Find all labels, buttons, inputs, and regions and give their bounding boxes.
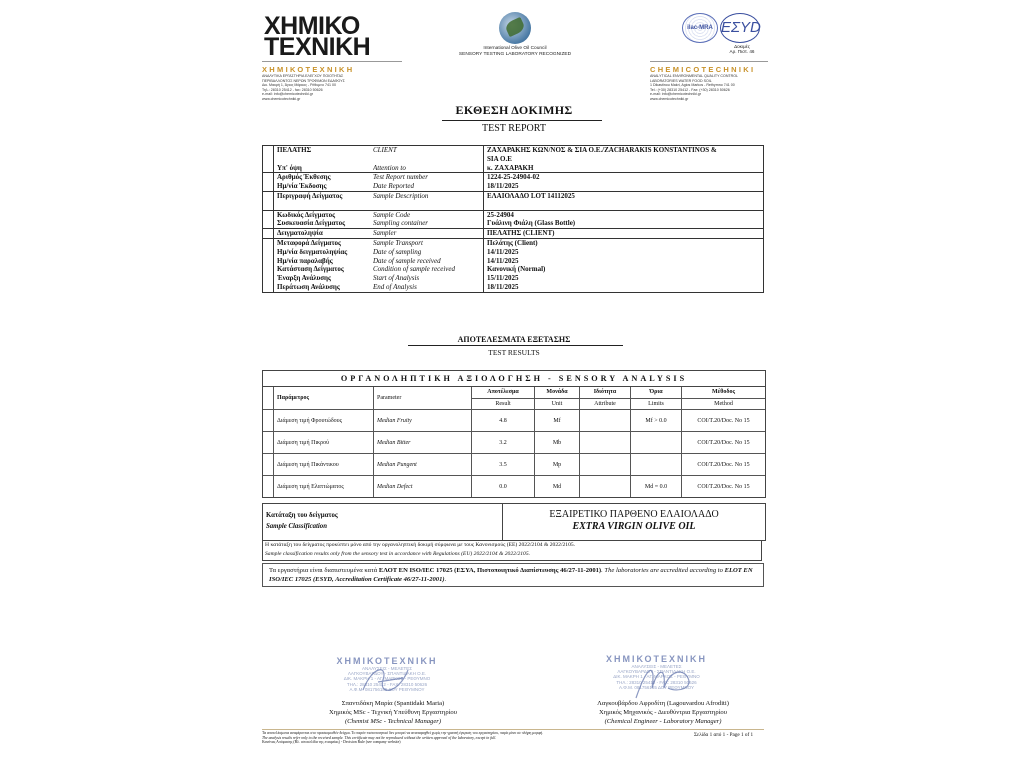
header-attribute: [580, 387, 631, 409]
accreditation-caption-2: Αρ. Πιστ. 46: [729, 49, 755, 55]
info-label-en: Date of sample received: [373, 256, 441, 265]
cell-limits: [631, 454, 682, 475]
page-number: Σελίδα 1 από 1 - Page 1 of 1: [694, 732, 754, 738]
stamp-line-4: Α.Φ.Μ. 081756185 ΔΟΥ ΡΕΘΥΜΝΟΥ: [349, 686, 425, 692]
info-label-gr: Ημ/νία Έκδοσης: [277, 182, 327, 191]
classification-note: [262, 540, 762, 561]
report-title-en: TEST REPORT: [482, 123, 546, 134]
info-label-gr-col: [274, 239, 373, 292]
info-label-en: Condition of sample received: [373, 265, 455, 274]
footer-divider: [262, 729, 764, 730]
sample-info-table: [262, 145, 764, 293]
accreditation-statement: [262, 563, 764, 587]
cell-en: Median Pungent: [374, 454, 472, 475]
brand-en: CHEMICOTECHNIKI: [650, 65, 756, 74]
signer-right: [548, 699, 778, 726]
info-label-gr: Περιγραφή Δείγματος: [277, 191, 343, 200]
title-underline: [442, 120, 602, 121]
cell-limits: Mf > 0.0: [631, 410, 682, 431]
info-value: Κανονική (Normal): [487, 265, 546, 274]
info-label-gr: Κατάσταση Δείγματος: [277, 265, 344, 274]
cell-result: 3.2: [472, 432, 535, 453]
info-label-en-col: [373, 229, 483, 238]
info-value: ΕΛΑΙΟΛΑΔΟ LOT 14112025: [487, 191, 575, 200]
classification-value-en: EXTRA VIRGIN OLIVE OIL: [572, 521, 696, 532]
info-label-gr-col: [274, 211, 373, 229]
info-label-gr: Κωδικός Δείγματος: [277, 210, 336, 219]
cell-unit: Mf: [535, 410, 580, 431]
accr-gr-bold: ΕΛΟΤ ΕΝ ISO/IEC 17025 (ΕΣΥΑ, Πιστοποιητικό Διαπίστευσης 46/27-11-2001): [378, 567, 602, 574]
ioc-line1: International Olive Oil Council: [483, 46, 547, 51]
gutter-cell: [263, 476, 274, 497]
address-en-0: ANALYTICAL ENVIRONMENTAL QUALITY CONTROL: [650, 74, 738, 78]
sensory-row: [263, 476, 765, 497]
stamp-line-r-1: ΛΑΓΚΟΥΒΑΡΔΟΥ - ΣΠΑΝΤΙΔΑΚΗ Ο.Ε.: [617, 669, 696, 675]
info-label-en: Sample Transport: [373, 238, 423, 247]
info-value-col: [483, 229, 763, 238]
header-divider-left: [262, 61, 402, 62]
cell-unit: Md: [535, 476, 580, 497]
footer-line2: The analysis results refer only to the received sample. This certificate may not be reproduced without the written approval of the laboratory, except in full.: [262, 735, 497, 740]
gutter-cell: [263, 454, 274, 475]
header-unit-gr: Μονάδα: [535, 387, 579, 399]
cell-method: COI/T.20/Doc. No 15: [697, 439, 750, 446]
info-group: [263, 211, 763, 230]
classification-note-gr: Η κατάταξη του δείγματος προκύπτει μόνο από την οργανοληπτική δοκιμή σύμφωνα με τους Κανονισμούς (ΕΕ) 2022/2104 & 2022/2105.: [265, 542, 576, 548]
info-label-gr: Μεταφορά Δείγματος: [277, 238, 341, 247]
info-label-en-col: [373, 146, 483, 172]
sensory-table-body: [263, 410, 765, 497]
info-value: 1224-25-24904-02: [487, 173, 540, 182]
info-label-en: Sample Code: [373, 210, 411, 219]
esyd-logo: ΕΣΥD: [720, 13, 760, 43]
address-gr-2: Δικ. Μακρή 1, Άγιος Μάρκος - Ρέθυμνο 741 00: [262, 83, 336, 88]
header-attr-en: Attribute: [594, 400, 616, 407]
results-underline: [408, 345, 623, 346]
cell-gr: Διάμεση τιμή Πικρού: [274, 432, 374, 453]
info-label-gr-col: [274, 146, 373, 172]
cell-method: COI/T.20/Doc. No 15: [697, 417, 750, 424]
stamp-line-r-4: Α.Φ.Μ. 081756185 ΔΟΥ ΡΕΘΥΜΝΟΥ: [618, 684, 695, 690]
classification-value: [503, 504, 765, 540]
address-en-4: e-mail: info@chemicotechniki.gr: [650, 92, 701, 97]
footer-line3: Κανόνας Απόφασης (Βλ. ιστοσελίδα της εταιρείας) - Decision Rule (see company website): [262, 740, 401, 745]
sensory-table-title: ΟΡΓΑΝΟΛΗΠΤΙΚΗ ΑΞΙΟΛΟΓΗΣΗ - SENSORY ANALYSIS: [263, 371, 765, 387]
header-result-gr: Αποτέλεσμα: [472, 387, 534, 399]
info-value: 18/11/2025: [487, 182, 519, 191]
info-label-gr: Ημ/νία παραλαβής: [277, 256, 333, 265]
info-value: 18/11/2025: [487, 282, 519, 291]
info-label-gr: Υπ' όψη: [277, 163, 302, 172]
ioc-logo-block: [430, 12, 600, 57]
stamp-line-r-2: ΔΙΚ. ΜΑΚΡΗ 1 - ΑΓ. ΜΑΡΚΟΣ - ΡΕΘΥΜΝΟ: [613, 674, 700, 680]
chemicotechniki-logo: [264, 12, 384, 61]
info-value: 14/11/2025: [487, 256, 519, 265]
accreditation-caption-1: Δοκιμές: [734, 44, 750, 49]
address-gr-3: Τηλ.: 28310 25412 - fax: 28310 50626: [262, 87, 323, 92]
cell-en: Median Defect: [374, 476, 472, 497]
gutter-cell: [263, 192, 274, 210]
sensory-row: [263, 410, 765, 432]
ioc-line2: SENSORY TESTING LABORATORY RECOGNIZED: [458, 51, 572, 57]
info-label-en-col: [373, 192, 483, 210]
logo-line1: ΧΗΜΙΚΟ: [264, 12, 360, 40]
info-value: 15/11/2025: [487, 274, 519, 283]
cell-result: 3.5: [472, 454, 535, 475]
info-label-gr-col: [274, 229, 373, 238]
info-label-gr: Ημ/νία δειγματοληψίας: [277, 247, 348, 256]
gutter-cell: [263, 173, 274, 191]
info-group: [263, 229, 763, 239]
info-label-gr: ΠΕΛΑΤΗΣ: [277, 146, 312, 154]
cell-gr: Διάμεση τιμή Φρουτώδους: [274, 410, 374, 431]
accr-en-prefix: . The laboratories are accredited according to: [601, 567, 725, 574]
cell-gr: Διάμεση τιμή Ελαττώματος: [274, 476, 374, 497]
stamp-line-0: ΑΝΑΛΥΣΕΙΣ - ΜΕΛΕΤΕΣ: [361, 666, 413, 671]
ioc-globe-icon: [499, 12, 531, 44]
header-result-en: Result: [495, 400, 511, 407]
info-label-en: CLIENT: [373, 146, 397, 154]
info-label-gr: Έναρξη Ανάλυσης: [277, 274, 331, 283]
header-address-gr: [262, 65, 397, 102]
header-divider-right: [650, 61, 768, 62]
sample-classification-box: [262, 503, 766, 541]
info-group: [263, 239, 763, 292]
info-label-gr: Δειγματοληψία: [277, 229, 323, 238]
sensory-row: [263, 454, 765, 476]
cell-limits: Md = 0.0: [631, 476, 682, 497]
cell-method: COI/T.20/Doc. No 15: [697, 483, 750, 490]
logo-line2: ΤΕΧΝΙΚΗ: [264, 33, 371, 61]
stamp-line-r-0: ΑΝΑΛΥΣΕΙΣ - ΜΕΛΕΤΕΣ: [631, 664, 682, 669]
cell-en: Median Fruity: [374, 410, 472, 431]
cell-attribute: [580, 410, 631, 431]
header-limits: [631, 387, 682, 409]
gutter-cell: [263, 432, 274, 453]
sensory-row: [263, 432, 765, 454]
info-group: [263, 146, 763, 173]
cell-unit: Mb: [535, 432, 580, 453]
brand-gr: ΧΗΜΙΚΟΤΕΧΝΙΚΗ: [262, 65, 355, 74]
signature-left: [358, 660, 418, 700]
header-limits-gr: Όρια: [631, 387, 681, 399]
info-value: κ. ΖΑΧΑΡΑΚΗ: [487, 163, 534, 172]
info-label-en: Start of Analysis: [373, 274, 420, 283]
info-label-en: Sampling container: [373, 219, 429, 228]
info-value: Γυάλινη Φιάλη (Glass Bottle): [487, 219, 576, 228]
info-label-en: End of Analysis: [373, 282, 417, 291]
cell-limits: [631, 432, 682, 453]
signer-right-title-en: (Chemical Engineer - Laboratory Manager): [604, 718, 722, 725]
header-param-en: Parameter: [374, 387, 472, 409]
info-value-col: [483, 173, 763, 191]
info-label-en: Attention to: [373, 163, 406, 172]
info-label-gr: [277, 155, 373, 164]
info-label-gr: Συσκευασία Δείγματος: [277, 219, 346, 228]
info-label-en-col: [373, 211, 483, 229]
info-value: ΖΑΧΑΡΑΚΗΣ ΚΩΝ/ΝΟΣ & ΣΙΑ Ο.Ε./ZACHARAKIS KONSTANTINOS &: [487, 146, 717, 154]
cell-attribute: [580, 454, 631, 475]
signer-left-title-en: (Chemist MSc - Technical Manager): [344, 718, 442, 725]
header-limits-en: Limits: [648, 400, 664, 407]
info-value-col: [483, 239, 763, 292]
info-label-en: Sample Description: [373, 191, 429, 200]
cell-method: COI/T.20/Doc. No 15: [697, 461, 750, 468]
address-en-1: LABORATORIES WATER FOOD SOIL: [650, 78, 712, 83]
test-report-page: [258, 8, 770, 760]
stamp-title: ΧΗΜΙΚΟΤΕΧΝΙΚΗ: [336, 656, 438, 666]
gutter-cell: [263, 387, 274, 409]
info-label-gr: Περάτωση Ανάλυσης: [277, 282, 340, 291]
header-address-en: [650, 65, 775, 102]
signer-left-name: Σπαντιδάκη Μαρία (Spantidaki Maria): [341, 700, 445, 707]
accreditation-caption: [722, 44, 762, 55]
info-value: SIA O.E: [487, 154, 512, 163]
cell-result: 0.0: [472, 476, 535, 497]
classification-note-en: Sample classification results only from the sensory test in accordance with Regulations (EU) 2022/2104 & 2022/2105.: [265, 551, 531, 557]
gutter-cell: [263, 239, 274, 292]
results-title-en: TEST RESULTS: [488, 348, 540, 357]
cell-result: 4.8: [472, 410, 535, 431]
info-value-col: [483, 211, 763, 229]
info-value: 25-24904: [487, 210, 514, 219]
info-label-gr: [277, 201, 373, 210]
sensory-header-row: [263, 387, 765, 410]
info-label-en: [373, 155, 483, 164]
info-label-en: Date of sampling: [373, 247, 422, 256]
address-en-5: www.chemicotechniki.gr: [650, 96, 689, 101]
accr-gr-prefix: Τα εργαστήρια είναι διαπιστευμένα κατά: [269, 567, 379, 574]
address-gr-4: e-mail: info@chemicotechniki.gr: [262, 92, 313, 97]
info-label-en: Test Report number: [373, 173, 428, 182]
cell-gr: Διάμεση τιμή Πικάντικου: [274, 454, 374, 475]
classification-label-en: Sample Classification: [266, 523, 327, 530]
info-value-col: [483, 192, 763, 210]
classification-label: [263, 504, 503, 540]
footer-line1: Τα αποτελέσματα αναφέρονται στο προσκομισθέν δείγμα. Το παρόν πιστοποιητικό δεν μπορεί να αναπαραχθεί χωρίς την γραπτή έγκριση του εργαστηρίου, παρά μόνο σε πλήρη μορφή.: [262, 731, 544, 735]
address-en-3: Tel.: (+30) 28310 25412 - Fax: (+30) 28310 50626: [650, 87, 730, 92]
header-result: [472, 387, 535, 409]
info-label-en: Date Reported: [373, 182, 415, 191]
header-method-en: Method: [714, 400, 733, 407]
info-value: [487, 201, 763, 210]
header-method-gr: Μέθοδος: [682, 387, 765, 399]
address-gr-0: ΑΝΑΛΥΤΙΚΑ ΕΡΓΑΣΤΗΡΙΑ ΕΛΕΓΧΟΥ ΠΟΙΟΤΗΤΑΣ: [262, 74, 344, 78]
info-value-col: [483, 146, 763, 172]
address-en-2: 1 Dikastinou Makri, Agios Markos - Rethymno 741 00: [650, 83, 735, 88]
gutter-cell: [263, 211, 274, 229]
cell-en: Median Bitter: [374, 432, 472, 453]
accr-en-suffix: .: [444, 576, 447, 583]
info-label-en: [373, 201, 483, 210]
header-method: [682, 387, 765, 409]
ilac-mra-logo: ilac-MRA: [682, 13, 718, 43]
cell-attribute: [580, 476, 631, 497]
info-group: [263, 192, 763, 211]
gutter-cell: [263, 146, 274, 172]
info-label-gr: Αριθμός Έκθεσης: [277, 173, 331, 182]
header-param-gr: Παράμετρος: [274, 387, 374, 409]
header-attr-gr: Ιδιότητα: [580, 387, 630, 399]
info-label-gr-col: [274, 192, 373, 210]
signer-left-title-gr: Χημικός MSc - Τεχνική Υπεύθυνη Εργαστηρίου: [329, 709, 457, 716]
address-gr-1: ΠΕΡΙΒΑΛΛΟΝΤΟΣ ΝΕΡΩΝ ΤΡΟΦΙΜΩΝ ΕΔΑΦΟΥΣ: [262, 78, 345, 83]
accr-en-bold: ELOT EN ISO/IEC 17025 (ESYD, Accreditation Certificate 46/27-11-2001): [269, 567, 753, 583]
gutter-cell: [263, 410, 274, 431]
gutter-cell: [263, 229, 274, 238]
info-label-gr-col: [274, 173, 373, 191]
info-label-en-col: [373, 173, 483, 191]
header-unit: [535, 387, 580, 409]
stamp-line-3: ΤΗΛ.: 28310 25412 - FAX: 28310 50626: [346, 681, 428, 687]
signer-left: [278, 699, 508, 726]
cell-unit: Mp: [535, 454, 580, 475]
stamp-line-2: ΔΙΚ. ΜΑΚΡΗ 1 - ΑΓ. ΜΑΡΚΟΣ - ΡΕΘΥΜΝΟ: [343, 676, 431, 682]
stamp-line-1: ΛΑΓΚΟΥΒΑΡΔΟΥ - ΣΠΑΝΤΙΔΑΚΗ Ο.Ε.: [347, 671, 427, 677]
info-label-en-col: [373, 239, 483, 292]
header-unit-en: Unit: [551, 400, 563, 407]
footer-disclaimer: [262, 731, 662, 745]
info-value: ΠΕΛΑΤΗΣ (CLIENT): [487, 229, 555, 238]
stamp-line-r-3: ΤΗΛ.: 28310 25412 - FAX: 28310 50626: [616, 679, 697, 685]
stamp-title-r: ΧΗΜΙΚΟΤΕΧΝΙΚΗ: [605, 654, 708, 664]
sensory-analysis-table: [262, 370, 766, 498]
signer-right-name: Λαγκουβάρδου Αφροδίτη (Lagouvardou Afroditi): [597, 700, 729, 707]
signature-right: [628, 658, 698, 703]
info-group: [263, 173, 763, 192]
info-label-en: Sampler: [373, 229, 397, 238]
address-gr-5: www.chemicotechniki.gr: [262, 96, 301, 101]
cell-attribute: [580, 432, 631, 453]
signer-right-title-gr: Χημικός Μηχανικός - Διευθύντρια Εργαστηρίου: [598, 709, 727, 716]
results-title-gr: ΑΠΟΤΕΛΕΣΜΑΤΑ ΕΞΕΤΑΣΗΣ: [457, 335, 571, 344]
classification-label-gr: Κατάταξη του δείγματος: [266, 512, 338, 519]
info-value: Πελάτης (Client): [487, 238, 538, 247]
report-title-gr: ΕΚΘΕΣΗ ΔΟΚΙΜΗΣ: [455, 103, 573, 117]
info-value: 14/11/2025: [487, 247, 519, 256]
classification-value-gr: ΕΞΑΙΡΕΤΙΚΟ ΠΑΡΘΕΝΟ ΕΛΑΙΟΛΑΔΟ: [549, 509, 719, 520]
